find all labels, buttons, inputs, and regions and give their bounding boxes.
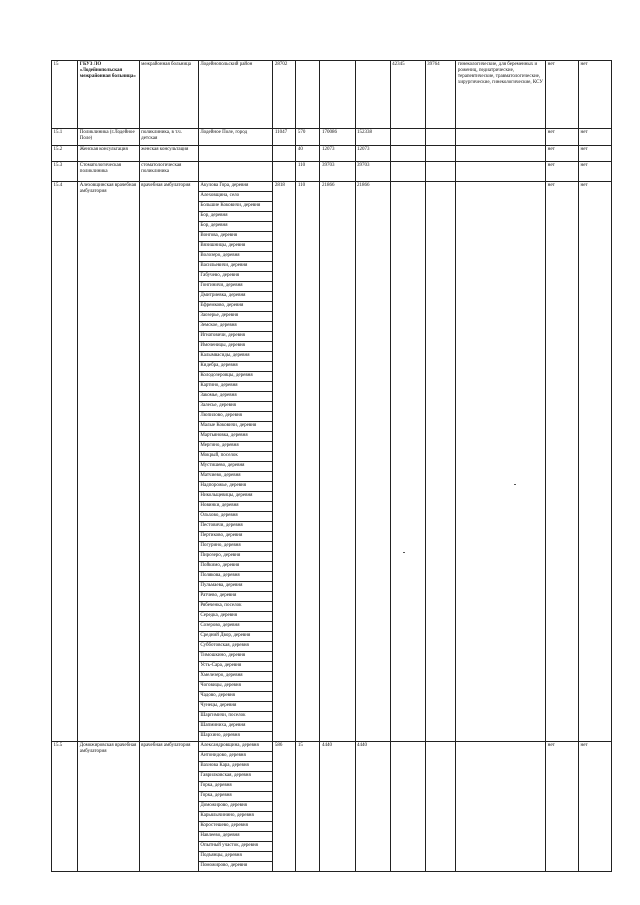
locality: Середка, деревня bbox=[198, 612, 273, 622]
locality: Заозерье, деревня bbox=[198, 312, 273, 322]
value-cell: 42345 bbox=[390, 61, 425, 129]
value-cell: 12073 bbox=[355, 146, 390, 162]
value-cell: 21866 bbox=[355, 182, 390, 742]
locality: Опытный участок, деревня bbox=[198, 842, 273, 852]
locality: Бор, деревня bbox=[198, 222, 273, 232]
facility-type: женская консультация bbox=[139, 146, 198, 162]
flag-cell: нет bbox=[579, 742, 612, 872]
locality: Средний Двор, деревня bbox=[198, 632, 273, 642]
locality: Алеховщина, село bbox=[198, 192, 273, 202]
locality: Кидебра, деревня bbox=[198, 362, 273, 372]
locality: Чоговицы, деревня bbox=[198, 682, 273, 692]
table-row bbox=[52, 146, 612, 162]
flag-cell: нет bbox=[579, 129, 612, 146]
organization-name: Женская консультация bbox=[78, 146, 139, 162]
flag-cell: нет bbox=[546, 182, 579, 742]
locality: Рябеченка, поселок bbox=[198, 602, 273, 612]
organization-name: Доможировская врачебная амбулатория bbox=[78, 742, 139, 872]
value-cell: 4440 bbox=[355, 742, 390, 872]
locality: Полякова, деревня bbox=[198, 572, 273, 582]
locality: Пирозеро, деревня bbox=[198, 552, 273, 562]
locality: Созерово, деревня bbox=[198, 622, 273, 632]
row-number: 15.5 bbox=[52, 742, 78, 872]
locality: Волозеро, деревня bbox=[198, 252, 273, 262]
scan-speck bbox=[514, 484, 516, 485]
locality: Пертиково, деревня bbox=[198, 532, 273, 542]
value-cell bbox=[273, 162, 296, 182]
locality: Акулова Гора, деревня bbox=[198, 182, 273, 192]
locality: Коростешево, деревня bbox=[198, 822, 273, 832]
locality: Закомье, деревня bbox=[198, 392, 273, 402]
table-row bbox=[52, 129, 612, 146]
locality: Люпилово, деревня bbox=[198, 412, 273, 422]
locality: Антонидово, деревня bbox=[198, 752, 273, 762]
value-cell bbox=[425, 742, 456, 872]
locality: Горка, деревня bbox=[198, 792, 273, 802]
organization-name: Поликлиника (г.Лодейное Поле) bbox=[78, 129, 139, 146]
locality: Шапминиха, деревня bbox=[198, 722, 273, 732]
value-cell bbox=[425, 162, 456, 182]
value-cell: 12073 bbox=[320, 146, 355, 162]
value-cell: 152338 bbox=[355, 129, 390, 146]
organization-name: Стоматологическая поликлиника bbox=[78, 162, 139, 182]
locality: Пульмаева, деревня bbox=[198, 582, 273, 592]
table-row bbox=[52, 182, 612, 192]
locality: Чунецы, деревня bbox=[198, 702, 273, 712]
value-cell: 39703 bbox=[320, 162, 355, 182]
locality: Гаврилковская, деревня bbox=[198, 772, 273, 782]
value-cell bbox=[390, 129, 425, 146]
locality: Картино, деревня bbox=[198, 382, 273, 392]
value-cell: 11047 bbox=[273, 129, 296, 146]
locality: Карьялычинино, деревня bbox=[198, 812, 273, 822]
profile-cell bbox=[456, 182, 546, 742]
value-cell: 170086 bbox=[320, 129, 355, 146]
value-cell: 21866 bbox=[320, 182, 355, 742]
flag-cell: нет bbox=[546, 742, 579, 872]
locality: Мокрый, поселок bbox=[198, 452, 273, 462]
scan-speck bbox=[403, 552, 405, 553]
organization-name: ГБУЗ ЛО «Лодейнопольская межрайонная больница» bbox=[78, 61, 139, 129]
locality: Вахнова Кара, деревня bbox=[198, 762, 273, 772]
locality bbox=[198, 162, 273, 182]
flag-cell: нет bbox=[579, 61, 612, 129]
table-row bbox=[52, 61, 612, 129]
facilities-table bbox=[51, 60, 612, 872]
locality: Горка, деревня bbox=[198, 782, 273, 792]
profile-cell bbox=[456, 742, 546, 872]
locality: Чадово, деревня bbox=[198, 692, 273, 702]
locality: Залесье, деревня bbox=[198, 402, 273, 412]
value-cell: 2818 bbox=[273, 182, 296, 742]
facility-type: поликлиника, в т.ч. детская bbox=[139, 129, 198, 146]
locality: Матчиево, деревня bbox=[198, 472, 273, 482]
value-cell: 4440 bbox=[320, 742, 355, 872]
table-row bbox=[52, 742, 612, 752]
locality: Новинки, деревня bbox=[198, 502, 273, 512]
row-number: 15.2 bbox=[52, 146, 78, 162]
locality: Надпорожье, деревня bbox=[198, 482, 273, 492]
facility-type: врачебная амбулатория bbox=[139, 182, 198, 742]
value-cell: 40 bbox=[296, 146, 320, 162]
locality: Калымвасиды, деревня bbox=[198, 352, 273, 362]
value-cell: 28702 bbox=[273, 61, 296, 129]
locality: Хмелезеро, деревня bbox=[198, 672, 273, 682]
flag-cell: нет bbox=[546, 162, 579, 182]
locality: Габучево, деревня bbox=[198, 272, 273, 282]
facility-type: стоматологическая поликлиника bbox=[139, 162, 198, 182]
locality: Имоченицы, деревня bbox=[198, 342, 273, 352]
value-cell bbox=[425, 182, 456, 742]
value-cell bbox=[425, 146, 456, 162]
locality: Вязишницы, деревня bbox=[198, 242, 273, 252]
locality: Пестовичи, деревня bbox=[198, 522, 273, 532]
row-number: 15.3 bbox=[52, 162, 78, 182]
locality: Навлеево, деревня bbox=[198, 832, 273, 842]
table-row bbox=[52, 162, 612, 182]
value-cell: 110 bbox=[296, 182, 320, 742]
value-cell bbox=[390, 182, 425, 742]
organization-name: Алеховщинская врачебная амбулатория bbox=[78, 182, 139, 742]
locality: Ефремково, деревня bbox=[198, 302, 273, 312]
locality: Вонгова, деревня bbox=[198, 232, 273, 242]
value-cell: 39764 bbox=[425, 61, 456, 129]
value-cell bbox=[355, 61, 390, 129]
profile-cell bbox=[456, 162, 546, 182]
locality: Ольхово, деревня bbox=[198, 512, 273, 522]
flag-cell: нет bbox=[546, 129, 579, 146]
value-cell bbox=[425, 129, 456, 146]
locality: Шархино, деревня bbox=[198, 732, 273, 742]
locality: Лодейнопольский район bbox=[198, 61, 273, 129]
flag-cell: нет bbox=[579, 182, 612, 742]
profile-cell: гинекологические, для беременных и рожениц, педиатрические, терапевтические, травматологические, хирургические, гинекологические, КСУ bbox=[456, 61, 546, 129]
locality: Земское, деревня bbox=[198, 322, 273, 332]
locality: Доможирово, деревня bbox=[198, 802, 273, 812]
locality: Усть-Сара, деревня bbox=[198, 662, 273, 672]
row-number: 15 bbox=[52, 61, 78, 129]
locality: Мустишево, деревня bbox=[198, 462, 273, 472]
value-cell: 586 bbox=[273, 742, 296, 872]
locality: Александровщина, деревня bbox=[198, 742, 273, 752]
locality: Дмитриевка, деревня bbox=[198, 292, 273, 302]
locality: Ратчево, деревня bbox=[198, 592, 273, 602]
value-cell bbox=[390, 162, 425, 182]
value-cell: 110 bbox=[296, 162, 320, 182]
locality: Подъянцы, деревня bbox=[198, 852, 273, 862]
locality: Мергино, деревня bbox=[198, 442, 273, 452]
locality: Шаргимичи, поселок bbox=[198, 712, 273, 722]
locality: Тимошкино, деревня bbox=[198, 652, 273, 662]
flag-cell: нет bbox=[579, 146, 612, 162]
value-cell bbox=[273, 146, 296, 162]
locality: Большие Коковичи, деревня bbox=[198, 202, 273, 212]
locality: Поможирово, деревня bbox=[198, 862, 273, 872]
facility-type: врачебная амбулатория bbox=[139, 742, 198, 872]
locality: Малые Коковичи, деревня bbox=[198, 422, 273, 432]
flag-cell: нет bbox=[546, 61, 579, 129]
value-cell: 15 bbox=[296, 742, 320, 872]
locality: Васильевичи, деревня bbox=[198, 262, 273, 272]
value-cell bbox=[390, 742, 425, 872]
row-number: 15.4 bbox=[52, 182, 78, 742]
value-cell bbox=[320, 61, 355, 129]
value-cell: 570 bbox=[296, 129, 320, 146]
locality bbox=[198, 146, 273, 162]
flag-cell: нет bbox=[546, 146, 579, 162]
locality: Гонгиничи, деревня bbox=[198, 282, 273, 292]
locality: Погурино, деревня bbox=[198, 542, 273, 552]
locality: Колодозеровцы, деревня bbox=[198, 372, 273, 382]
locality: Игнатовичи, деревня bbox=[198, 332, 273, 342]
locality: Мартьяновка, деревня bbox=[198, 432, 273, 442]
profile-cell bbox=[456, 146, 546, 162]
locality: Бор, деревня bbox=[198, 212, 273, 222]
profile-cell bbox=[456, 129, 546, 146]
locality: Лодейное Поле, город bbox=[198, 129, 273, 146]
value-cell: 39703 bbox=[355, 162, 390, 182]
value-cell bbox=[296, 61, 320, 129]
row-number: 15.1 bbox=[52, 129, 78, 146]
locality: Пойкимо, деревня bbox=[198, 562, 273, 572]
value-cell bbox=[390, 146, 425, 162]
facility-type: межрайонная больница bbox=[139, 61, 198, 129]
locality: Субботовская, деревня bbox=[198, 642, 273, 652]
locality: Никольщевицы, деревня bbox=[198, 492, 273, 502]
flag-cell: нет bbox=[579, 162, 612, 182]
